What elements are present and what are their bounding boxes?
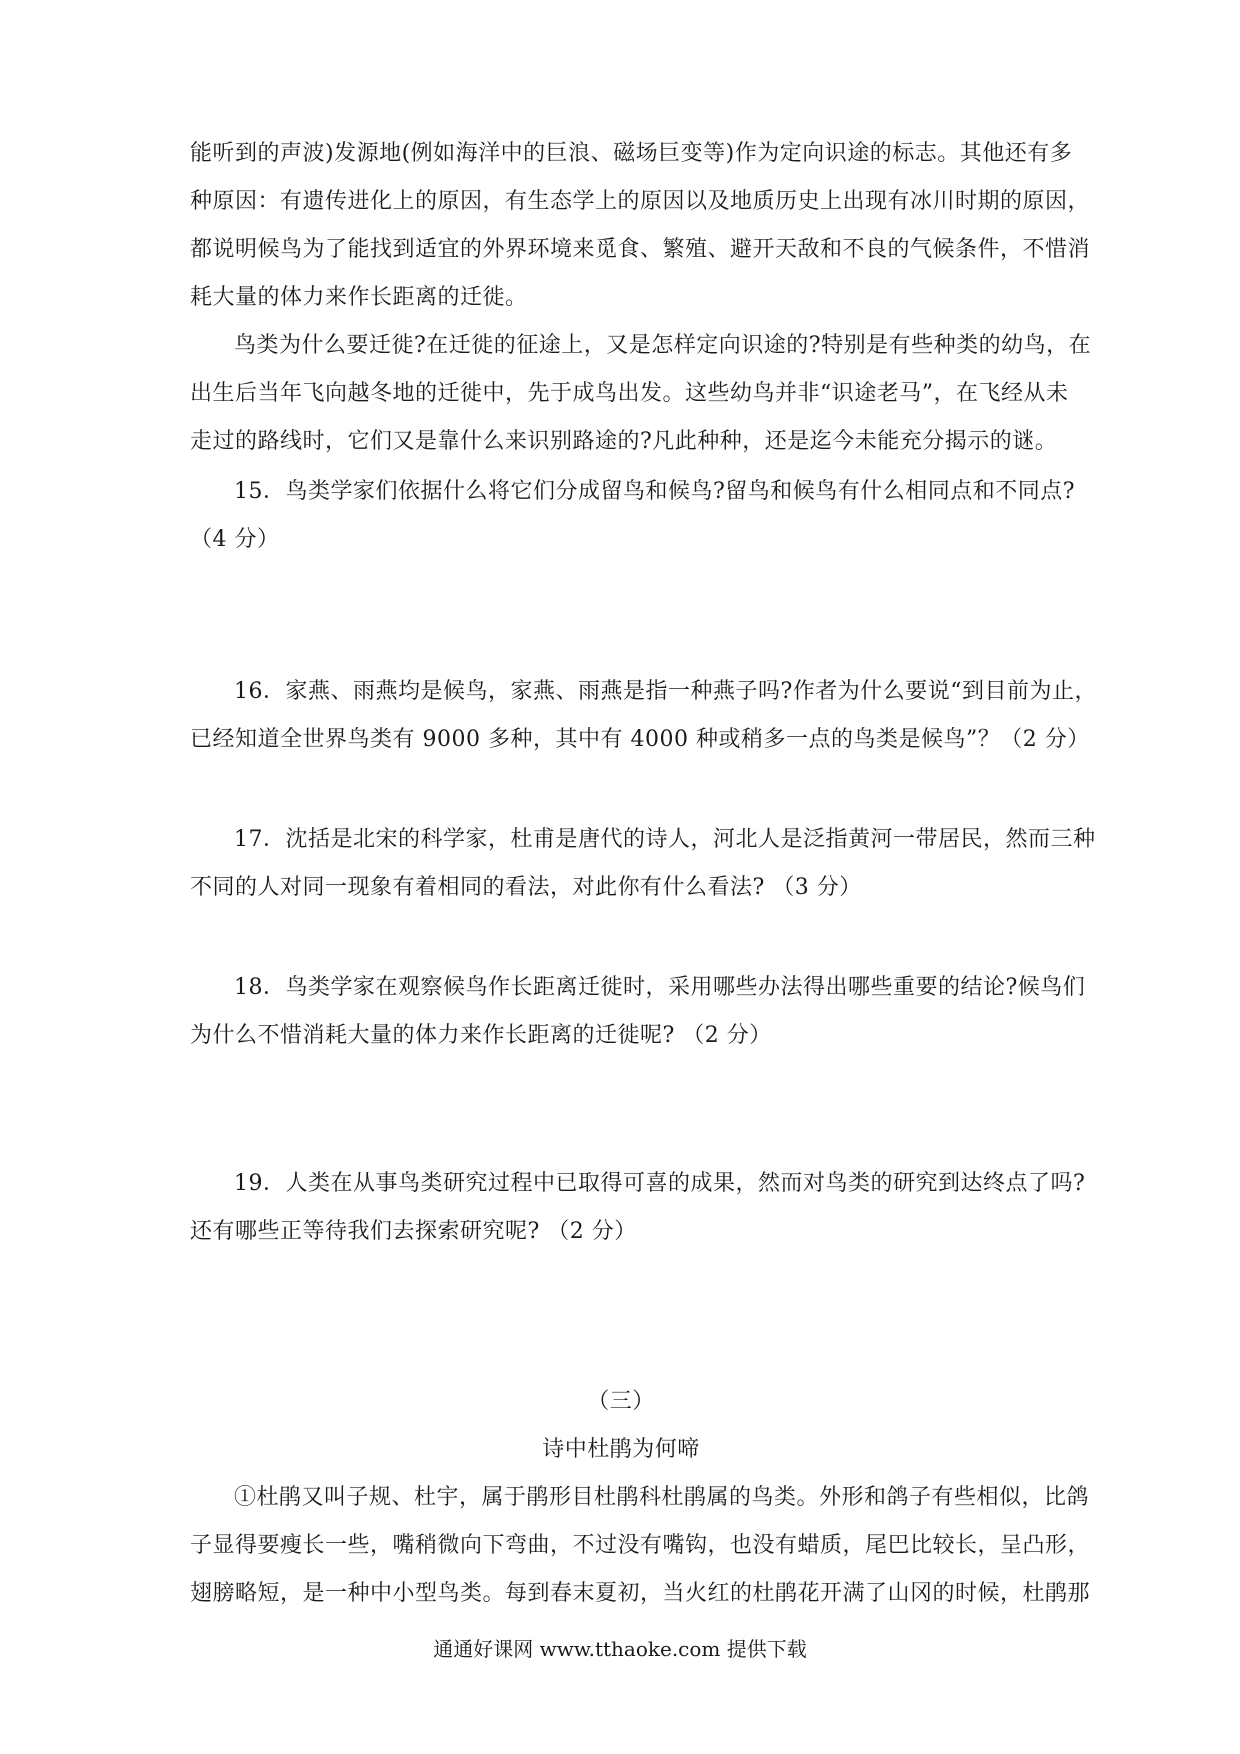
passage-line: 走过的路线时，它们又是靠什么来识别路途的?凡此种种，还是迄今未能充分揭示的谜。 <box>190 429 1058 454</box>
question-line: 已经知道全世界鸟类有 9000 多种，其中有 4000 种或稍多一点的鸟类是候鸟”？（2 分） <box>190 727 1090 752</box>
question-line: 不同的人对同一现象有着相同的看法，对此你有什么看法? （3 分） <box>190 875 862 900</box>
question-16 <box>190 668 1098 764</box>
passage-line: 都说明候鸟为了能找到适宜的外界环境来觅食、繁殖、避开天敌和不良的气候条件，不惜消 <box>190 237 1091 262</box>
question-19 <box>190 1160 1086 1256</box>
passage-continuation <box>190 130 1091 322</box>
question-18 <box>190 964 1086 1060</box>
question-line: 15．鸟类学家们依据什么将它们分成留鸟和候鸟?留鸟和候鸟有什么相同点和不同点? <box>234 479 1076 504</box>
question-line: 为什么不惜消耗大量的体力来作长距离的迁徙呢? （2 分） <box>190 1023 772 1048</box>
question-line: 18．鸟类学家在观察候鸟作长距离迁徙时，采用哪些办法得出哪些重要的结论?候鸟们 <box>234 975 1086 1000</box>
passage-line: 鸟类为什么要迁徙?在迁徙的征途上，又是怎样定向识途的?特别是有些种类的幼鸟，在 <box>234 333 1092 358</box>
passage-line: 种原因：有遗传进化上的原因，有生态学上的原因以及地质历史上出现有冰川时期的原因， <box>190 189 1091 214</box>
article-line: ①杜鹃又叫子规、杜宇，属于鹃形目杜鹃科杜鹃属的鸟类。外形和鸽子有些相似，比鸽 <box>234 1485 1090 1510</box>
article-line: 子显得要瘦长一些，嘴稍微向下弯曲，不过没有嘴钩，也没有蜡质，尾巴比较长，呈凸形， <box>190 1533 1091 1558</box>
question-line: 19．人类在从事鸟类研究过程中已取得可喜的成果，然而对鸟类的研究到达终点了吗? <box>234 1171 1086 1196</box>
question-line: 16．家燕、雨燕均是候鸟，家燕、雨燕是指一种燕子吗?作者为什么要说“到目前为止， <box>234 679 1098 704</box>
passage-line: 能听到的声波)发源地(例如海洋中的巨浪、磁场巨变等)作为定向识途的标志。其他还有多 <box>190 141 1073 166</box>
question-17 <box>190 816 1096 912</box>
section-3-header <box>190 1378 1052 1474</box>
section-heading: （三） <box>587 1389 655 1414</box>
page-footer: 通通好课网 www.tthaoke.com 提供下载 <box>433 1637 807 1661</box>
section-3-body <box>190 1474 1091 1618</box>
passage-line: 耗大量的体力来作长距离的迁徙。 <box>190 285 528 310</box>
passage-paragraph-2 <box>190 322 1092 466</box>
article-line: 翅膀略短，是一种中小型鸟类。每到春末夏初，当火红的杜鹃花开满了山冈的时候，杜鹃那 <box>190 1581 1091 1606</box>
passage-line: 出生后当年飞向越冬地的迁徙中，先于成鸟出发。这些幼鸟并非“识途老马”，在飞经从未 <box>190 381 1069 406</box>
question-15 <box>190 468 1076 564</box>
article-title: 诗中杜鹃为何啼 <box>542 1437 700 1462</box>
question-line: 17．沈括是北宋的科学家，杜甫是唐代的诗人，河北人是泛指黄河一带居民，然而三种 <box>234 827 1096 852</box>
question-line: 还有哪些正等待我们去探索研究呢? （2 分） <box>190 1219 637 1244</box>
question-line: （4 分） <box>190 527 280 552</box>
